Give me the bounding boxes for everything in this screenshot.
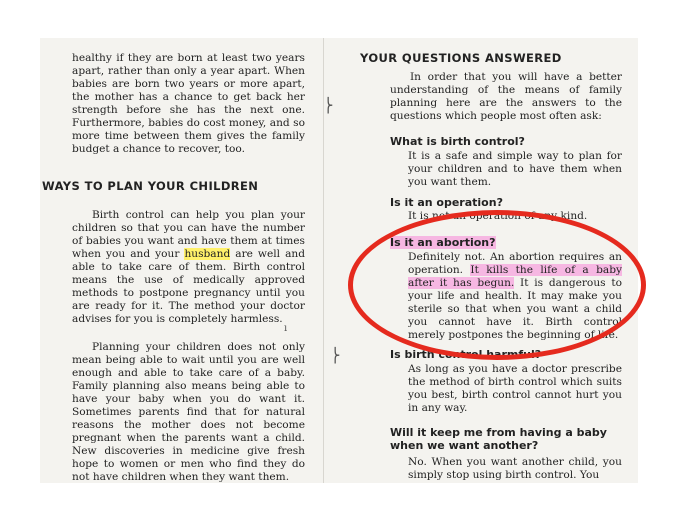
para2-text-b: are well and able to take care of them. Birth control means the use of medically approved methods to postpone pregnancy until you are ready for it. The method your doctor advises for you is completely harmless.: [72, 248, 305, 325]
left-section-title: WAYS TO PLAN YOUR CHILDREN: [42, 179, 259, 193]
left-paragraph-2: [72, 209, 305, 326]
para2-text-a: Birth control can help you plan your children so that you can have the number of babies you want and have them at times when you and your: [72, 209, 305, 260]
answer-1: It is a safe and simple way to plan for your children and to have them when you want them.: [408, 150, 622, 188]
left-paragraph-3: [72, 341, 305, 483]
a3-text-a: Definitely not. An abortion requires an operation.: [408, 251, 622, 276]
answer-2: It is not an operation of any kind.: [408, 210, 588, 222]
right-intro: [390, 71, 622, 123]
red-circle-annotation: [348, 210, 646, 360]
margin-bracket: ⎬: [323, 98, 334, 114]
answer-4: As long as you have a doctor prescribe the method of birth control which suits you best, birth control cannot hurt you in any way.: [408, 363, 622, 414]
margin-bracket-2: ⎬: [330, 348, 341, 364]
question-5: Will it keep me from having a baby when we want another?: [390, 426, 607, 452]
question-4: Is birth control harmful?: [390, 348, 542, 361]
para3-text: Planning your children does not only mean being able to wait until you are well enough and able to take care of a baby. Family planning also means being able to have your baby when you do want it. Sometimes parents find that for natural reasons the mother does not become pregnant when the parents want a child. New discoveries in medicine give fresh hope to women or men who find they do not have children when they want them.: [72, 341, 305, 483]
highlight-kills-life: It kills the life of a baby after it has begun.: [408, 264, 623, 289]
question-2: Is it an operation?: [390, 196, 503, 209]
highlight-husband: husband: [184, 248, 231, 260]
left-top-paragraph: [72, 52, 305, 156]
margin-tick: ı: [284, 323, 288, 334]
left-paragraph-1: healthy if they are born at least two years apart, rather than only a year apart. When babies are born two years or more apart, the mother has a chance to get back her strength before she has the next one. Furthermore, babies do cost money, and so more time between them gives the family budget a chance to recover, too.: [72, 52, 305, 155]
right-section-title: YOUR QUESTIONS ANSWERED: [360, 51, 562, 65]
answer-5: No. When you want another child, you simply stop using birth control. You: [408, 456, 622, 481]
question-1: What is birth control?: [390, 135, 525, 148]
intro-text: In order that you will have a better understanding of the means of family planning here are the answers to the questions which people most often ask:: [390, 71, 622, 122]
a3-text-b: It is dangerous to your life and health. It may make you sterile so that when you want a child you cannot have it. Birth control merely postpones the beginning of life.: [408, 277, 622, 341]
highlight-abortion-question: Is it an abortion?: [390, 236, 496, 249]
